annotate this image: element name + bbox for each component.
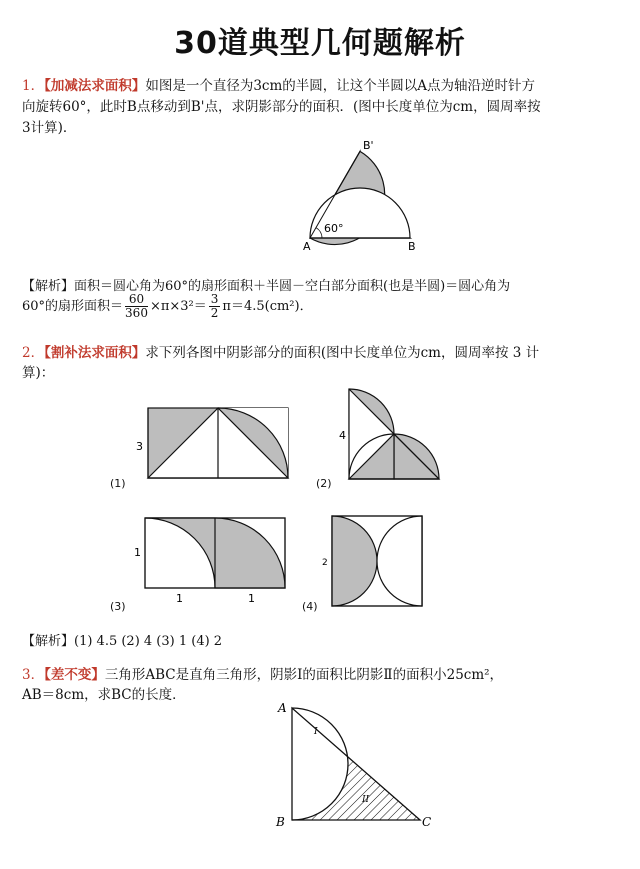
- q2-number: 2．: [22, 345, 45, 361]
- q3-tag: 【差不变】: [44, 667, 105, 683]
- q2-text-1: 求下列各图中阴影部分的面积(图中长度单位为cm，圆周率按 3 计: [145, 345, 540, 361]
- q2-fig3-dim-side: 1: [134, 546, 141, 559]
- q2-figure-4: [320, 512, 430, 607]
- q2-fig2-dim: 4: [339, 429, 346, 442]
- q3-region-1: I: [314, 727, 318, 737]
- q3-label-a: A: [278, 701, 287, 715]
- q1-frac2-num: 3: [210, 292, 219, 306]
- q1-label-b-prime: B': [363, 139, 374, 152]
- q2-tag: 【割补法求面积】: [44, 345, 146, 361]
- q1-fraction-2: [209, 293, 221, 320]
- q3-line2: AB＝8cm，求BC的长度．: [22, 687, 186, 703]
- q1-sol-end: π＝4.5(cm²)．: [222, 299, 313, 314]
- q1-solution-line1: 【解析】面积＝圆心角为60°的扇形面积＋半圆－空白部分面积(也是半圆)＝圆心角为: [22, 279, 511, 294]
- q1-frac1-num: 60: [125, 293, 148, 307]
- q2-line1: [22, 343, 539, 363]
- q1-sol-pre: 60°的扇形面积＝: [22, 299, 124, 314]
- q2-fig4-caption: (4): [302, 600, 318, 613]
- q2-fig4-dim: 2: [322, 558, 328, 568]
- q1-line2: 向旋转60°，此时B点移动到B'点，求阴影部分的面积．(图中长度单位为cm，圆周率按: [22, 99, 541, 115]
- q1-frac2-den: 2: [210, 306, 219, 320]
- q3-number: 3．: [22, 667, 45, 683]
- q2-fig3-caption: (3): [110, 600, 126, 613]
- q3-figure: [270, 700, 440, 830]
- q1-frac1-den: 360: [125, 306, 148, 320]
- q1-tag: 【加减法求面积】: [44, 78, 146, 94]
- q1-sol-mid: ×π×3²＝: [149, 299, 207, 314]
- q3-line1: [22, 665, 503, 685]
- q3-label-c: C: [422, 815, 432, 829]
- q2-fig3-dim-bottom-2: 1: [248, 592, 255, 605]
- q1-label-b: B: [408, 240, 416, 253]
- q1-angle-label: 60°: [324, 222, 344, 235]
- q1-number: 1．: [22, 78, 45, 94]
- q1-solution-line2: [22, 293, 313, 321]
- q1-fraction-1: [125, 293, 148, 320]
- q2-figure-2: [335, 385, 450, 485]
- q1-figure: [270, 140, 440, 255]
- q2-figure-3: [130, 512, 295, 607]
- q2-solution: 【解析】(1) 4.5 (2) 4 (3) 1 (4) 2: [22, 634, 223, 649]
- q1-line1: [22, 76, 535, 96]
- q1-label-a: A: [303, 240, 311, 253]
- q2-fig1-caption: (1): [110, 477, 126, 490]
- q3-label-b: B: [276, 815, 285, 829]
- q2-fig1-dim: 3: [136, 440, 143, 453]
- q2-line2: 算)：: [22, 365, 55, 381]
- page-title: 30道典型几何题解析: [174, 26, 466, 61]
- q2-figure-1: [130, 400, 305, 490]
- q1-text-1: 如图是一个直径为3cm的半圆，让这个半圆以A点为轴沿逆时针方: [145, 78, 536, 94]
- q3-text-1: 三角形ABC是直角三角形，阴影Ⅰ的面积比阴影Ⅱ的面积小25cm²，: [104, 667, 504, 683]
- q2-fig2-caption: (2): [316, 477, 332, 490]
- q3-region-2: II: [362, 795, 370, 805]
- q1-line3: 3计算)．: [22, 120, 77, 136]
- q2-fig3-dim-bottom-1: 1: [176, 592, 183, 605]
